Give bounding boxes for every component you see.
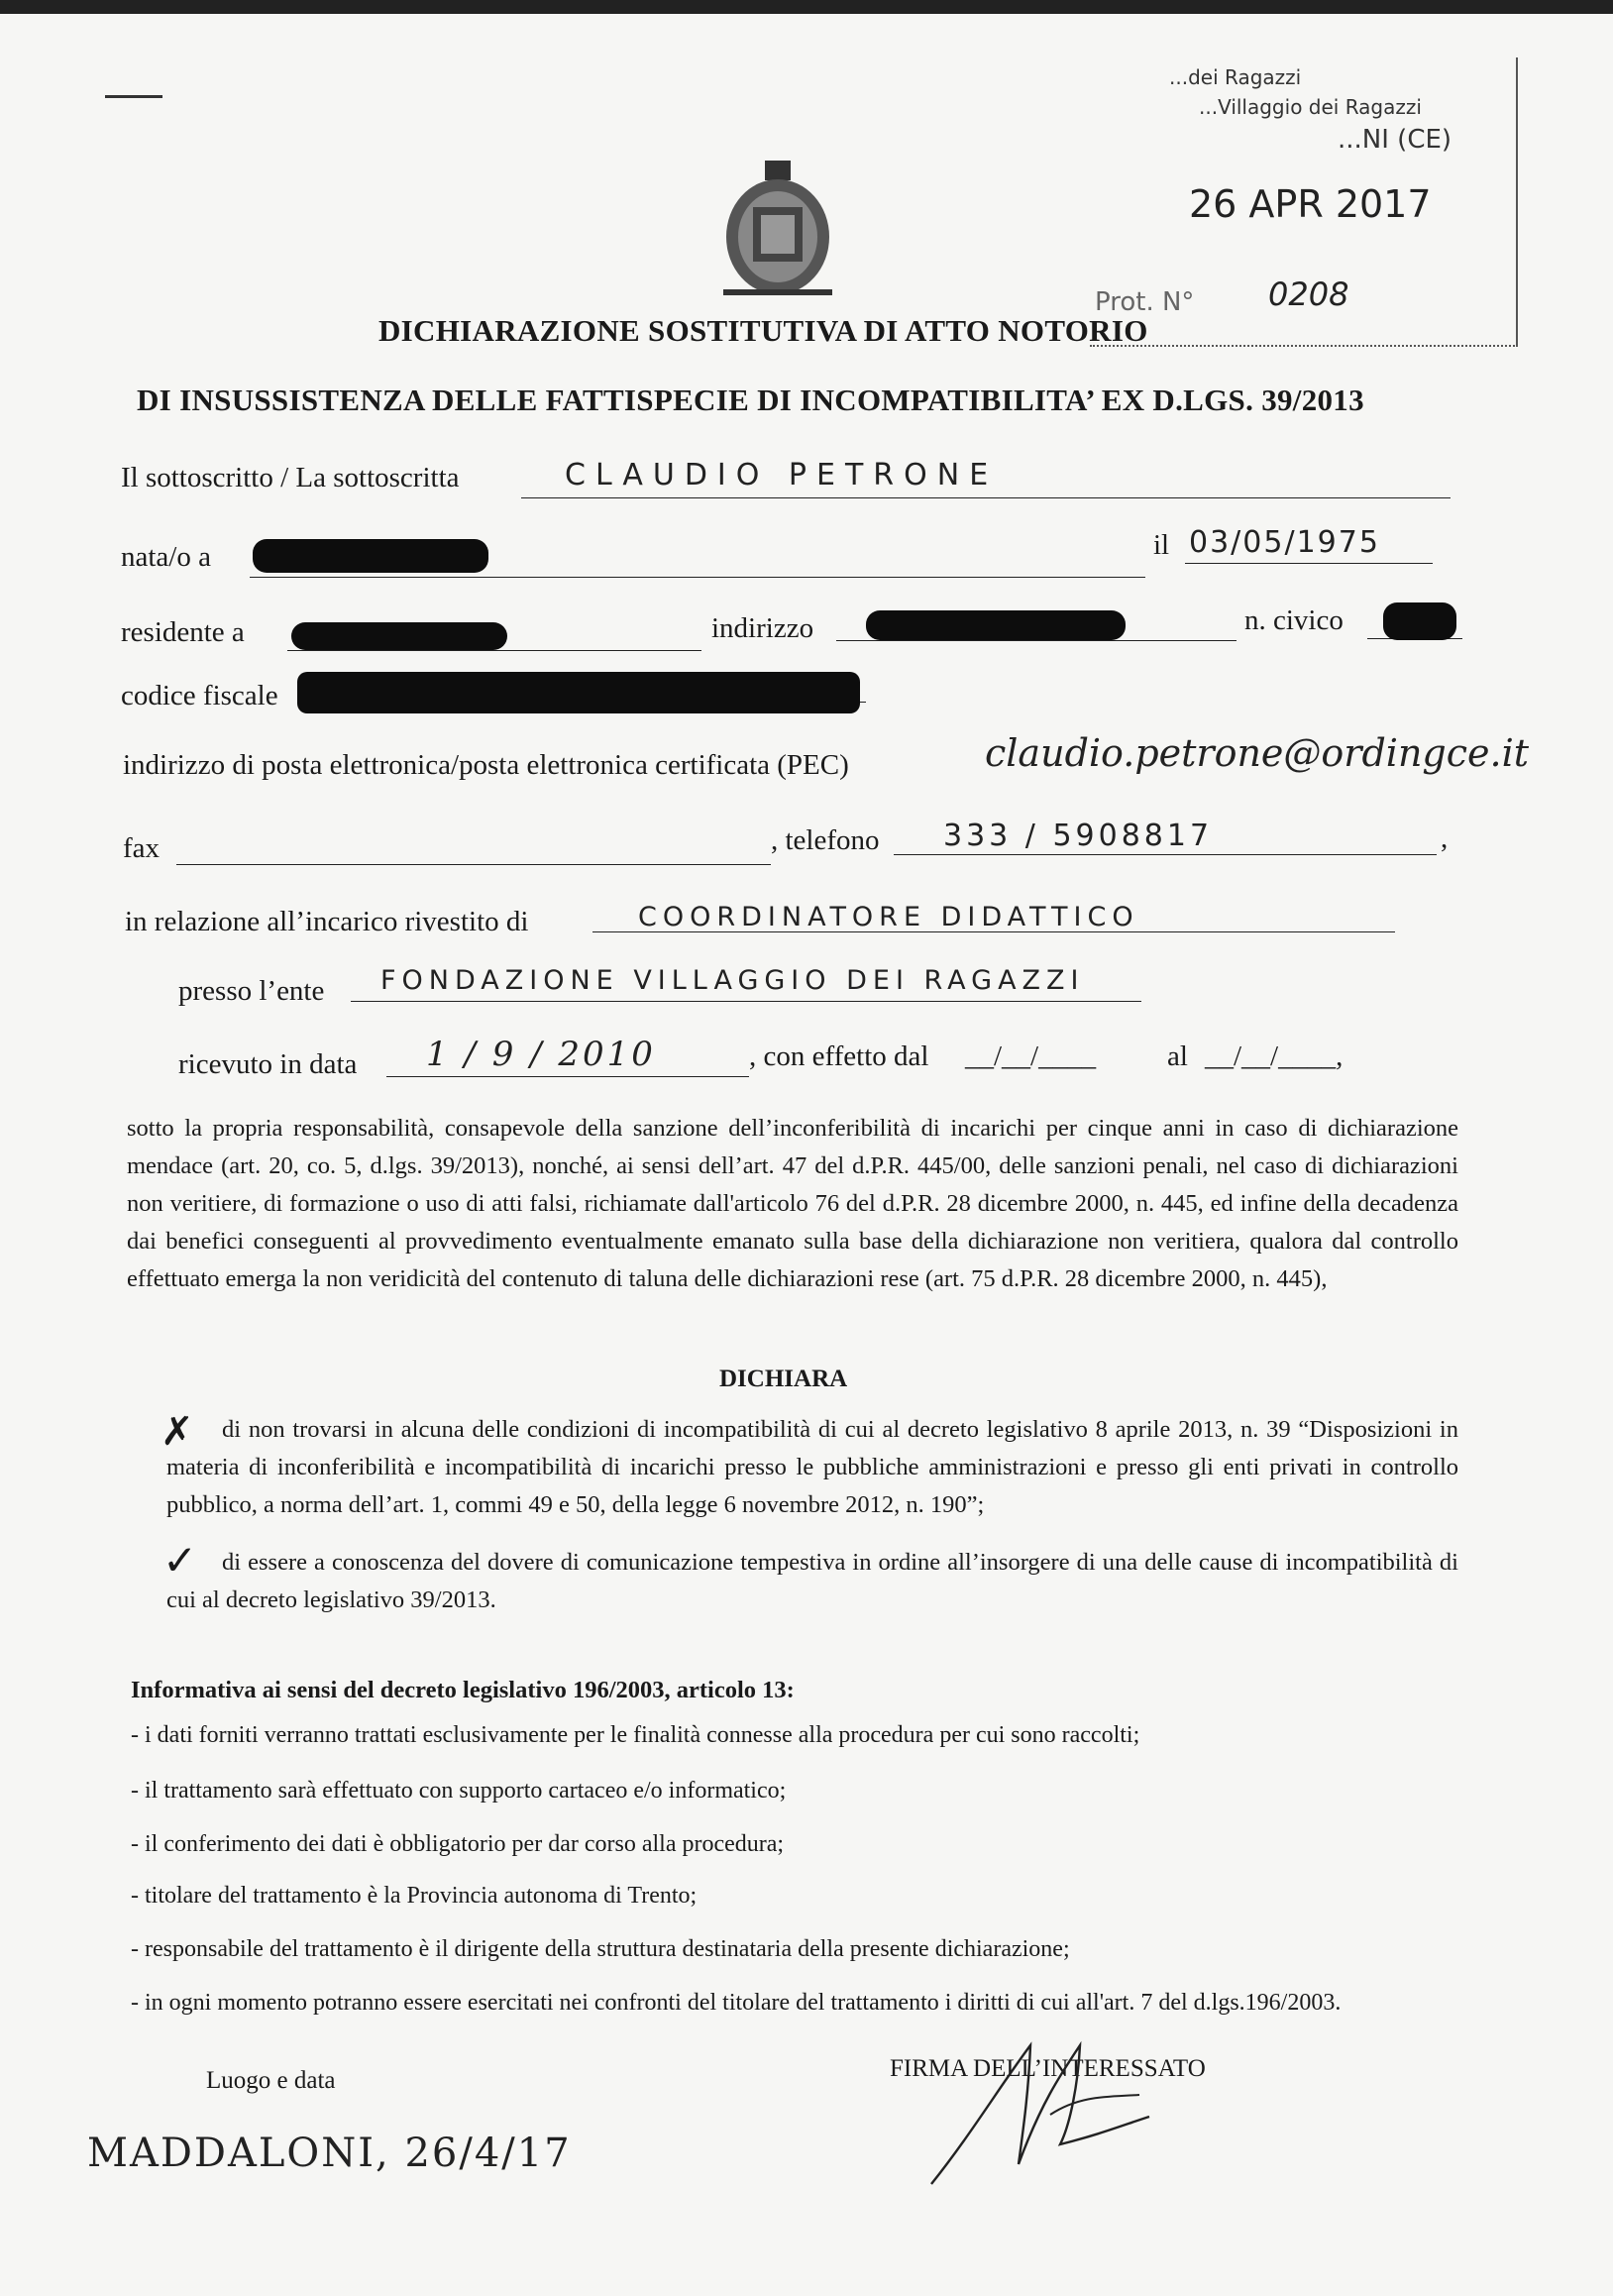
- privacy-item-2: - il trattamento sarà effettuato con supporto cartaceo e/o informatico;: [131, 1778, 787, 1804]
- field-line-signatory: [521, 497, 1451, 498]
- declaration-1: di non trovarsi in alcuna delle condizioni di incompatibilità di cui al decreto legislativo 8 aprile 2013, n. 39 “Disposizioni in materia di inconferibilità e incompatibilità di incarichi presso le pubbliche amministrazioni e presso gli enti privati in controllo pubblico, a norma dell’art. 1, commi 49 e 50, della legge 6 novembre 2012, n. 190”;: [166, 1416, 1458, 1518]
- scan-top-border: [0, 0, 1613, 14]
- label-fax: fax: [123, 832, 161, 864]
- label-place-date: Luogo e data: [206, 2067, 336, 2094]
- privacy-item-5: - responsabile del trattamento è il dirigente della struttura destinataria della presente dichiarazione;: [131, 1936, 1070, 1962]
- label-house-number: n. civico: [1244, 604, 1344, 636]
- blank-effective-from: __/__/____: [965, 1040, 1097, 1072]
- label-signature: FIRMA DELL’INTERESSATO: [890, 2055, 1206, 2082]
- value-birthdate: 03/05/1975: [1189, 525, 1380, 560]
- stamp-prot-label: Prot. N°: [1095, 287, 1195, 317]
- redaction-birthplace: [253, 539, 488, 573]
- blank-effective-to: __/__/____,: [1205, 1040, 1344, 1072]
- value-phone: 333 / 5908817: [943, 819, 1214, 853]
- checkbox-2-mark-icon: ✓: [162, 1536, 198, 1585]
- stamp-line-2: ...Villaggio dei Ragazzi: [1199, 95, 1422, 119]
- label-birthplace: nata/o a: [121, 541, 211, 573]
- value-pec: claudio.petrone@ordingce.it: [985, 731, 1530, 775]
- label-birthdate: il: [1153, 529, 1170, 561]
- emblem-seal-icon: [713, 153, 842, 301]
- field-line-address: [836, 640, 1237, 641]
- label-effective-to: al: [1167, 1040, 1188, 1072]
- label-phone: , telefono: [771, 824, 880, 856]
- phone-trailing-comma: ,: [1441, 822, 1449, 854]
- privacy-item-3: - il conferimento dei dati è obbligatorio per dar corso alla procedura;: [131, 1831, 785, 1857]
- value-role: COORDINATORE DIDATTICO: [638, 902, 1139, 932]
- handwritten-signature: [912, 2025, 1169, 2194]
- label-pec: indirizzo di posta elettronica/posta elettronica certificata (PEC): [123, 749, 849, 781]
- label-entity: presso l’ente: [178, 975, 325, 1007]
- stamp-prot-number: 0208: [1268, 275, 1349, 313]
- document-page: [0, 14, 1613, 2296]
- field-line-entity: [351, 1001, 1141, 1002]
- redaction-house-number: [1383, 602, 1456, 640]
- stamp-date: 26 APR 2017: [1189, 182, 1432, 226]
- label-received-date: ricevuto in data: [178, 1048, 358, 1080]
- label-address: indirizzo: [711, 612, 814, 644]
- privacy-item-6: - in ogni momento potranno essere esercitati nei confronti del titolare del trattamento i diritti di cui all'art. 7 del d.lgs.196/2003.: [131, 1990, 1342, 2016]
- label-effective-from: , con effetto dal: [749, 1040, 929, 1072]
- field-line-birthplace: [250, 577, 1145, 578]
- document-title: DICHIARAZIONE SOSTITUTIVA DI ATTO NOTORIO: [378, 313, 1148, 348]
- label-signatory: Il sottoscritto / La sottoscritta: [121, 462, 460, 493]
- field-line-phone: [894, 854, 1437, 855]
- document-subtitle: DI INSUSSISTENZA DELLE FATTISPECIE DI INCOMPATIBILITA’ EX D.LGS. 39/2013: [137, 383, 1364, 417]
- field-line-received-date: [386, 1076, 749, 1077]
- liability-paragraph: sotto la propria responsabilità, consapevole della sanzione dell’inconferibilità di incarichi per cinque anni in caso di dichiarazione mendace (art. 20, co. 5, d.lgs. 39/2013), nonché, ai sensi dell’art. 47 del d.P.R. 445/00, delle sanzioni penali, nel caso di dichiarazioni non veritiere, di formazione o uso di atti falsi, richiamate dall'articolo 76 del d.P.R. 28 dicembre 2000, n. 445, ed infine della decadenza dai benefici conseguenti al provvedimento eventualmente emanato sulla base della dichiarazione non veritiera, qualora dal controllo effettuato emerga la non veridicità del contenuto di taluna delle dichiarazioni rese (art. 75 d.P.R. 28 dicembre 2000, n. 445),: [127, 1115, 1458, 1292]
- redaction-tax-code: [297, 672, 860, 713]
- stamp-line-1: ...dei Ragazzi: [1169, 65, 1302, 89]
- value-place-date: MADDALONI, 26/4/17: [87, 2131, 572, 2176]
- declaration-2: di essere a conoscenza del dovere di comunicazione tempestiva in ordine all’insorgere di una delle cause di incompatibilità di cui al decreto legislativo 39/2013.: [166, 1549, 1458, 1613]
- redaction-address: [866, 610, 1126, 640]
- privacy-item-4: - titolare del trattamento è la Provincia autonoma di Trento;: [131, 1883, 698, 1909]
- checkbox-1-mark-icon: ✗: [161, 1409, 194, 1455]
- label-tax-code: codice fiscale: [121, 680, 278, 711]
- field-line-fax: [176, 864, 771, 865]
- declares-heading: DICHIARA: [719, 1366, 848, 1392]
- corner-mark: [105, 95, 162, 98]
- privacy-heading: Informativa ai sensi del decreto legislativo 196/2003, articolo 13:: [131, 1677, 795, 1703]
- privacy-item-1: - i dati forniti verranno trattati esclusivamente per le finalità connesse alla procedura per cui sono raccolti;: [131, 1722, 1140, 1748]
- value-signatory: CLAUDIO PETRONE: [565, 458, 999, 492]
- redaction-residence: [291, 622, 507, 650]
- field-line-residence: [287, 650, 701, 651]
- value-received-date: 1 / 9 / 2010: [426, 1035, 656, 1074]
- value-entity: FONDAZIONE VILLAGGIO DEI RAGAZZI: [380, 965, 1085, 996]
- field-line-birthdate: [1185, 563, 1433, 564]
- stamp-line-3: ...NI (CE): [1338, 125, 1452, 155]
- label-residence: residente a: [121, 616, 245, 648]
- label-role: in relazione all’incarico rivestito di: [125, 906, 529, 937]
